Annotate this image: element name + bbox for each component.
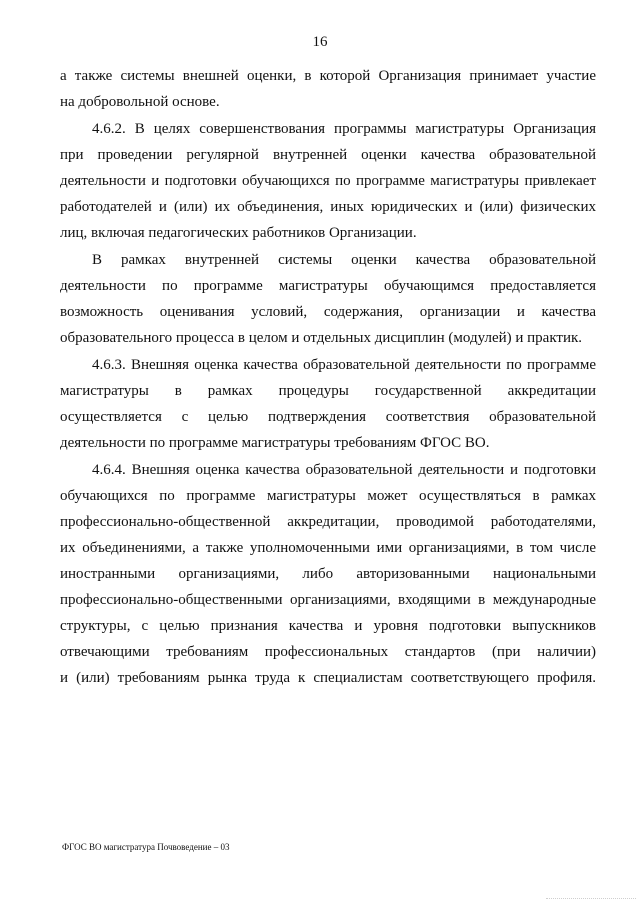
- body-line: возможность оценивания условий, содержания, организации и качества: [60, 304, 596, 320]
- body-line: структуры, с целью признания качества и уровня подготовки выпускников: [60, 618, 596, 634]
- body-line: отвечающими требованиям профессиональных стандартов (при наличии): [60, 644, 596, 660]
- body-line: иностранными организациями, либо авторизованными национальными: [60, 566, 596, 582]
- body-line: магистратуры в рамках процедуры государственной аккредитации: [60, 383, 596, 399]
- body-line: профессионально-общественной аккредитации, проводимой работодателями,: [60, 514, 596, 530]
- body-line: а также системы внешней оценки, в которой Организация принимает участие: [60, 68, 596, 84]
- body-line: профессионально-общественными организациями, входящими в международные: [60, 592, 596, 608]
- body-line: работодателей и (или) их объединения, иных юридических и (или) физических: [60, 199, 596, 215]
- body-line: образовательного процесса в целом и отдельных дисциплин (модулей) и практик.: [60, 330, 583, 346]
- body-line: при проведении регулярной внутренней оценки качества образовательной: [60, 147, 596, 163]
- body-line: В рамках внутренней системы оценки качества образовательной: [92, 252, 596, 268]
- body-line: деятельности по программе магистратуры обучающимся предоставляется: [60, 278, 596, 294]
- page-footer: ФГОС ВО магистратура Почвоведение – 03: [62, 842, 230, 852]
- body-line: осуществляется с целью подтверждения соответствия образовательной: [60, 409, 596, 425]
- body-line: лиц, включая педагогических работников Организации.: [60, 225, 417, 241]
- body-line: на добровольной основе.: [60, 94, 220, 110]
- body-line: 4.6.4. Внешняя оценка качества образовательной деятельности и подготовки: [92, 462, 596, 478]
- page-number: 16: [312, 34, 328, 50]
- body-line: 4.6.3. Внешняя оценка качества образовательной деятельности по программе: [92, 357, 596, 373]
- body-line: их объединениями, а также уполномоченными ими организациями, в том числе: [60, 540, 596, 556]
- scan-edge-mark: [546, 898, 636, 903]
- body-line: 4.6.2. В целях совершенствования программы магистратуры Организация: [92, 121, 596, 137]
- body-line: деятельности по программе магистратуры требованиям ФГОС ВО.: [60, 435, 490, 451]
- body-line: и (или) требованиям рынка труда к специалистам соответствующего профиля.: [60, 670, 596, 686]
- body-line: обучающихся по программе магистратуры может осуществляться в рамках: [60, 488, 596, 504]
- body-line: деятельности и подготовки обучающихся по программе магистратуры привлекает: [60, 173, 596, 189]
